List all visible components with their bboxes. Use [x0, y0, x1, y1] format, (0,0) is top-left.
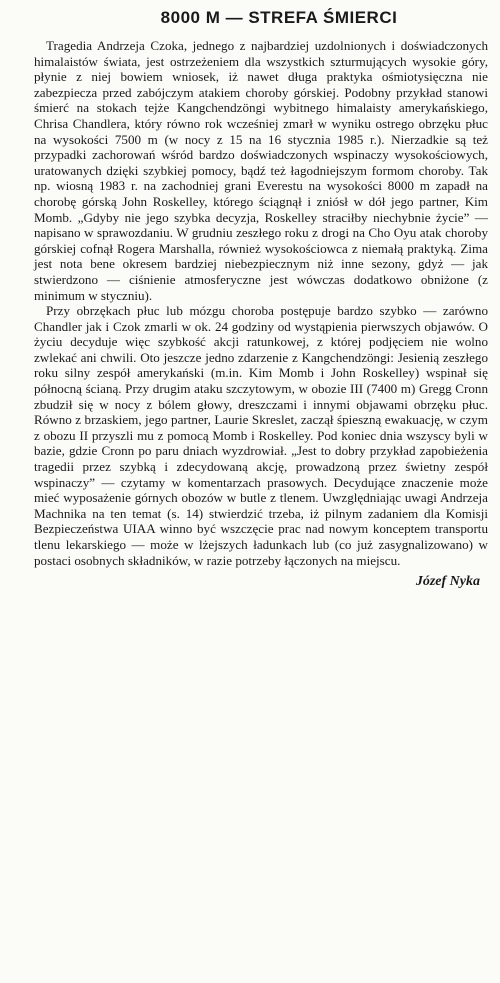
article-title: 8000 M — STREFA ŚMIERCI — [160, 8, 398, 27]
article-paragraph: Przy obrzękach płuc lub mózgu choroba postępuje bardzo szybko — zarówno Chandler jak i Czok zmarli w ok. 24 godziny od wystąpienia pierwszych objawów. O życiu decyduje więc szybkość akcji ratunkowej, z której podjęciem nie wolno zwlekać ani chwili. Oto jeszcze jedno zdarzenie z Kangchendzöngi: Jesienią zeszłego roku silny zespół amerykański (m.in. Kim Momb i John Roskelley) wspinał się północną ścianą. Przy drugim ataku szczytowym, w obozie III (7400 m) Gregg Cronn zbudził się w nocy z bólem głowy, dreszczami i innymi objawami obrzęku płuc. Równo z brzaskiem, jego partner, Laurie Skreslet, zaczął śpieszną ewakuację, w czym z obozu II przyszli mu z pomocą Momb i Roskelley. Pod koniec dnia wszyscy byli w bazie, gdzie Cronn po paru dniach wyzdrowiał. „Jest to dobry przykład zapobieżenia tragedii przez szybką i zdecydowaną akcję, prowadzoną przez świetny zespół wspinaczy” — czytamy w komentarzach prasowych. Decydujące znaczenie może mieć wyposażenie górnych obozów w butle z tlenem. Uwzględniając uwagi Andrzeja Machnika na ten temat (s. 14) stwierdzić trzeba, iż pilnym zadaniem dla Komisji Bezpieczeństwa UIAA winno być wszczęcie prac nad nowym konceptem transportu tlenu lekarskiego — może w lżejszych ładunkach lub (co już zasygnalizowano) w postaci osobnych składników, w razie potrzeby łączonych na miejscu. — [34, 303, 488, 568]
article-paragraph: Tragedia Andrzeja Czoka, jednego z najbardziej uzdolnionych i doświadczonych himalaistów świata, jest ostrzeżeniem dla wszystkich szturmujących wysokie góry, płynie z niej bowiem wniosek, iż nawet długa praktyka ośmiotysięczna nie zabezpiecza przed zabójczym atakiem choroby górskiej. Podobny przykład stanowi śmierć na stokach tejże Kangchendzöngi wybitnego himalaisty amerykańskiego, Chrisa Chandlera, który równo rok wcześniej zmarł w wyniku ostrego obrzęku płuc na wysokości 7500 m (w nocy z 15 na 16 stycznia 1985 r.). Nierzadkie są też przypadki zachorowań wśród bardzo doświadczonych wspinaczy wysokościowych, uratowanych dzięki szybkiej pomocy, bądź też łagodniejszym formom choroby. Tak np. wiosną 1983 r. na zachodniej grani Everestu na wysokości 8000 m zapadł na chorobę górską John Roskelley, którego ściągnął i zniósł w dół jego partner, Kim Momb. „Gdyby nie jego szybka decyzja, Roskelley straciłby niechybnie życie” — napisano w sprawozdaniu. W grudniu zeszłego roku z drogi na Cho Oyu atak choroby górskiej cofnął Rogera Marshalla, również wysokościowca z niemałą praktyką. Zima jest nota bene okresem bardziej niebezpiecznym niż inne sezony, gdyż — jak stwierdzono — ciśnienie atmosferyczne jest wówczas dodatkowo obniżone (z minimum w styczniu). — [34, 38, 488, 303]
article-body — [34, 38, 488, 568]
author-signature: Józef Nyka — [415, 574, 480, 590]
